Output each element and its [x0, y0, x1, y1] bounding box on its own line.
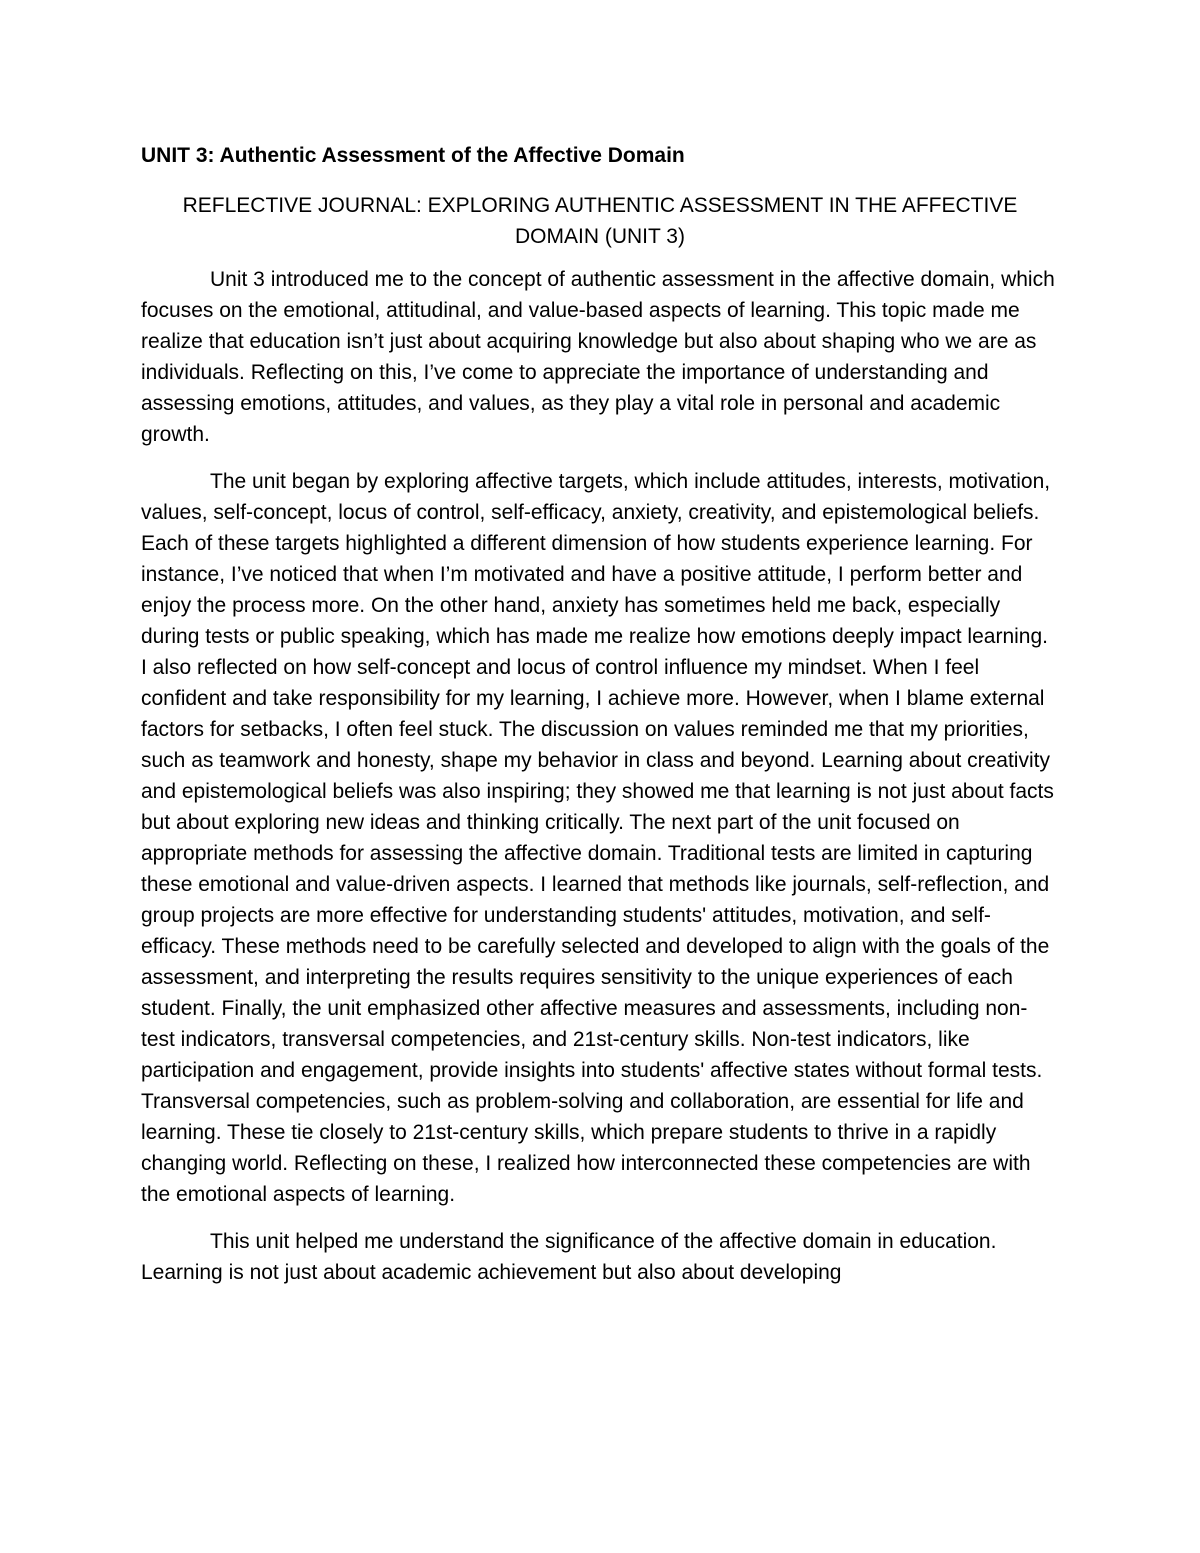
paragraph-affective-targets: The unit began by exploring affective targets, which include attitudes, interests, motivation, values, self-concept, locus of control, self-efficacy, anxiety, creativity, and epistemological beliefs. Each of these targets highlighted a different dimension of how students experience learning. For instance, I’ve noticed that when I’m motivated and have a positive attitude, I perform better and enjoy the process more. On the other hand, anxiety has sometimes held me back, especially during tests or public speaking, which has made me realize how emotions deeply impact learning. I also reflected on how self-concept and locus of control influence my mindset. When I feel confident and take responsibility for my learning, I achieve more. However, when I blame external factors for setbacks, I often feel stuck. The discussion on values reminded me that my priorities, such as teamwork and honesty, shape my behavior in class and beyond. Learning about creativity and epistemological beliefs was also inspiring; they showed me that learning is not just about facts but about exploring new ideas and thinking critically. The next part of the unit focused on appropriate methods for assessing the affective domain. Traditional tests are limited in capturing these emotional and value-driven aspects. I learned that methods like journals, self-reflection, and group projects are more effective for understanding students' attitudes, motivation, and self-efficacy. These methods need to be carefully selected and developed to align with the goals of the assessment, and interpreting the results requires sensitivity to the unique experiences of each student. Finally, the unit emphasized other affective measures and assessments, including non-test indicators, transversal competencies, and 21st-century skills. Non-test indicators, like participation and engagement, provide insights into students' affective states without formal tests. Transversal competencies, such as problem-solving and collaboration, are essential for life and learning. These tie closely to 21st-century skills, which prepare students to thrive in a rapidly changing world. Reflecting on these, I realized how interconnected these competencies are with the emotional aspects of learning.: [141, 470, 1054, 1206]
journal-title: REFLECTIVE JOURNAL: EXPLORING AUTHENTIC ASSESSMENT IN THE AFFECTIVE DOMAIN (UNIT 3): [182, 194, 1018, 248]
unit-heading: UNIT 3: Authentic Assessment of the Affective Domain: [141, 144, 685, 167]
document-body: [141, 142, 1059, 1304]
paragraph-conclusion: This unit helped me understand the significance of the affective domain in education. Learning is not just about academic achievement but also about developing: [141, 1230, 997, 1284]
paragraph-introduction: Unit 3 introduced me to the concept of authentic assessment in the affective domain, which focuses on the emotional, attitudinal, and value-based aspects of learning. This topic made me realize that education isn’t just about acquiring knowledge but also about shaping who we are as individuals. Reflecting on this, I’ve come to appreciate the importance of understanding and assessing emotions, attitudes, and values, as they play a vital role in personal and academic growth.: [141, 268, 1055, 446]
